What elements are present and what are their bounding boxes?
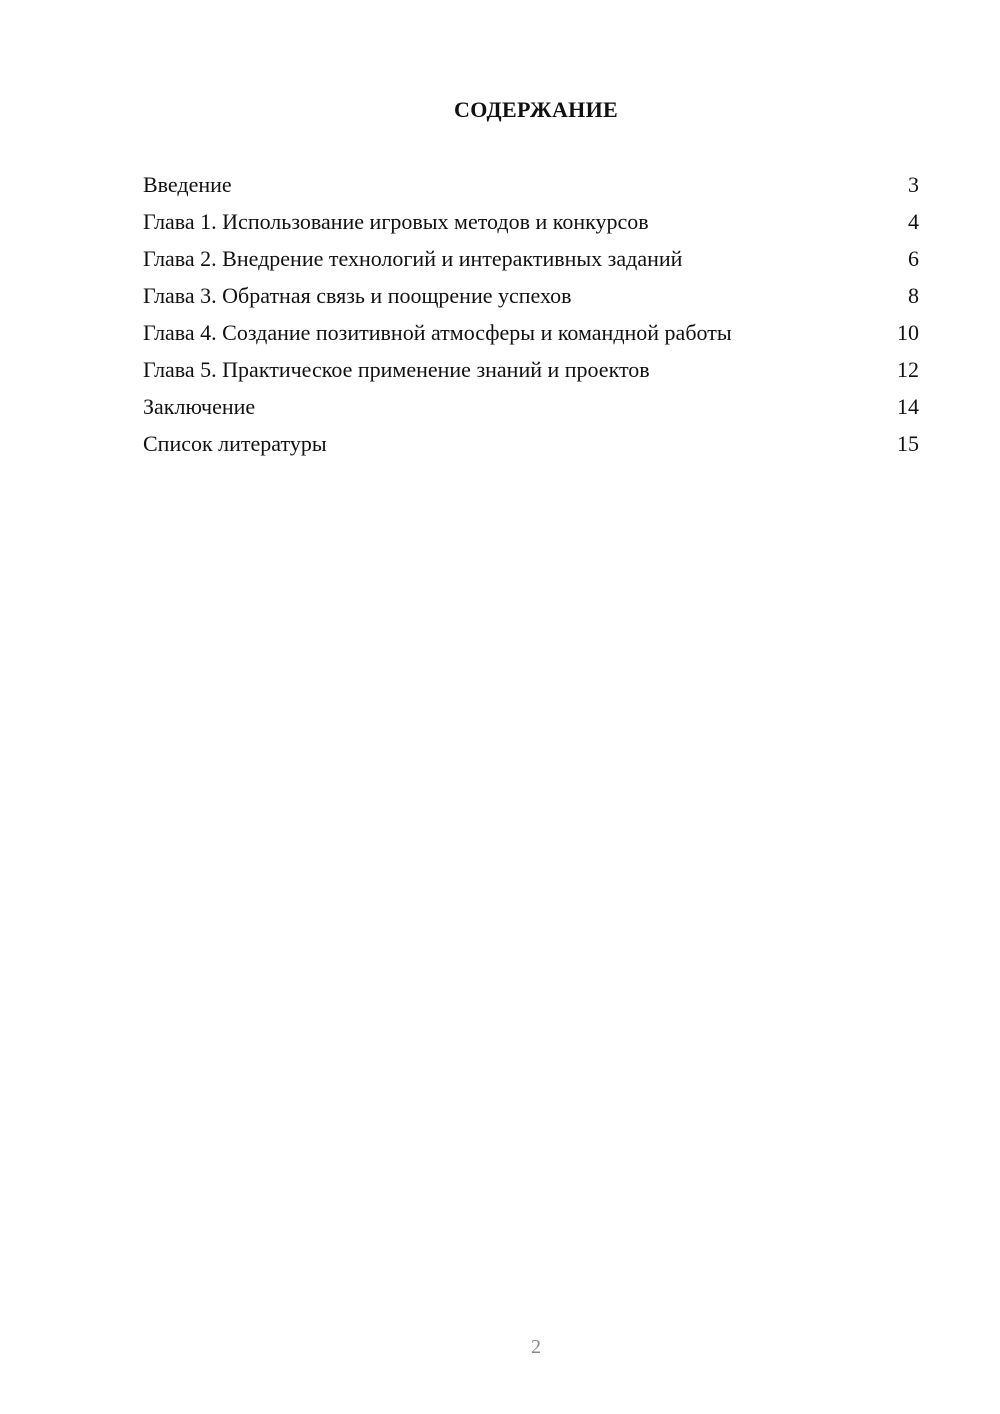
toc-entry-page: 3 — [908, 172, 919, 197]
table-of-contents — [143, 168, 919, 464]
toc-entry-label: Глава 1. Использование игровых методов и конкурсов — [143, 209, 649, 234]
toc-entry-label: Заключение — [143, 394, 256, 419]
toc-entry-page: 4 — [908, 209, 919, 234]
toc-entry-page: 8 — [908, 283, 919, 308]
toc-entry-label: Глава 3. Обратная связь и поощрение успехов — [143, 283, 572, 308]
toc-entry-label: Введение — [143, 172, 232, 197]
toc-entry-chapter-1 — [143, 205, 919, 242]
toc-entry-label: Глава 4. Создание позитивной атмосферы и командной работы — [143, 320, 732, 345]
toc-title: СОДЕРЖАНИЕ — [454, 97, 618, 122]
toc-entry-page: 14 — [897, 394, 919, 419]
toc-entry-conclusion — [143, 390, 919, 427]
page-number: 2 — [531, 1336, 541, 1358]
toc-entry-chapter-2 — [143, 242, 919, 279]
toc-entry-page: 12 — [897, 357, 919, 382]
toc-entry-chapter-3 — [143, 279, 919, 316]
toc-entry-label: Список литературы — [143, 431, 327, 456]
toc-entry-introduction — [143, 168, 919, 205]
toc-entry-page: 6 — [908, 246, 919, 271]
toc-entry-chapter-4 — [143, 316, 919, 353]
toc-entry-chapter-5 — [143, 353, 919, 390]
toc-entry-page: 10 — [897, 320, 919, 345]
toc-entry-references — [143, 427, 919, 464]
toc-entry-label: Глава 2. Внедрение технологий и интерактивных заданий — [143, 246, 683, 271]
toc-entry-label: Глава 5. Практическое применение знаний и проектов — [143, 357, 650, 382]
toc-entry-page: 15 — [897, 431, 919, 456]
